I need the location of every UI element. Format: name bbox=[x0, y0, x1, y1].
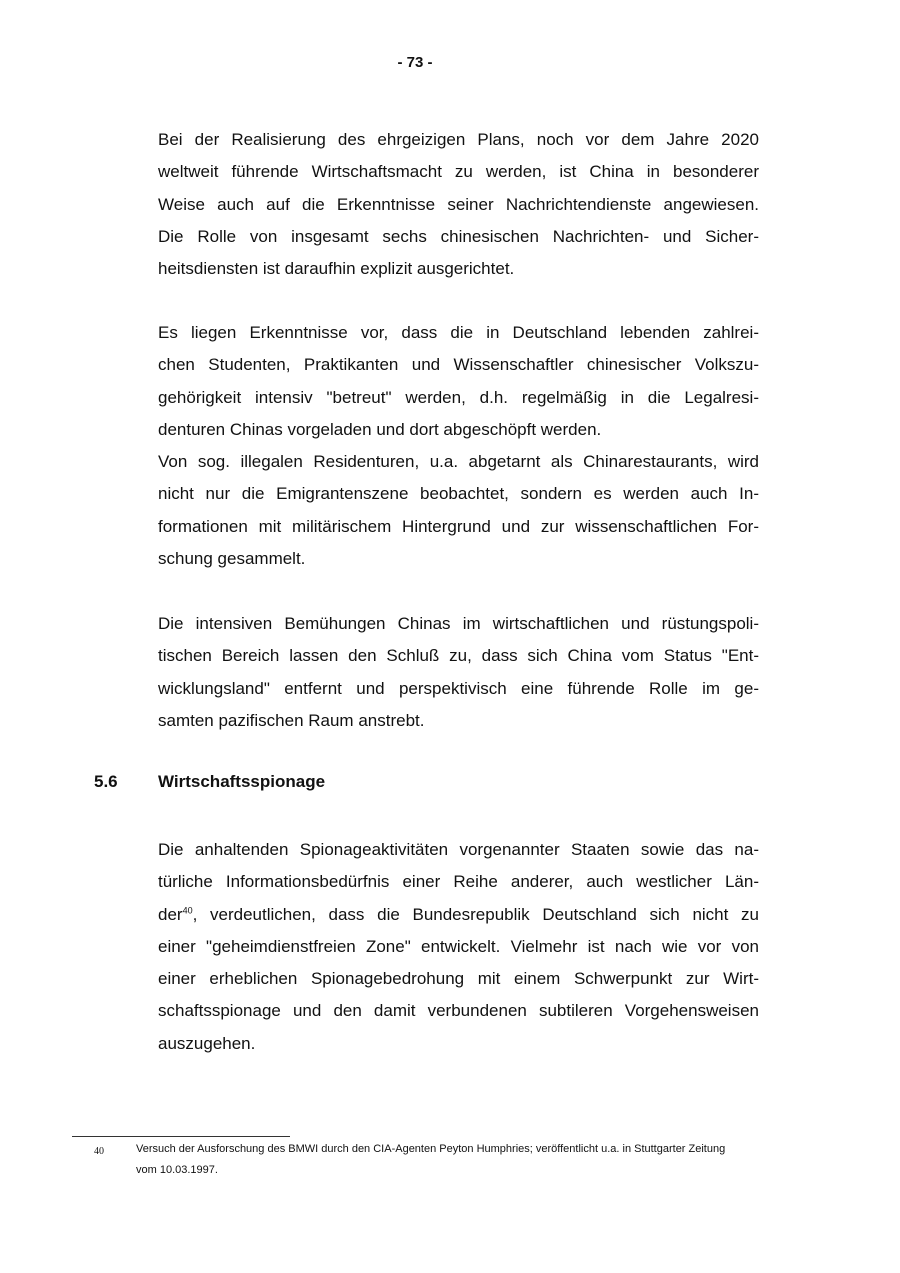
text-line: Es liegen Erkenntnisse vor, dass die in Deutschland lebenden zahlrei- bbox=[158, 323, 759, 342]
footnote-separator bbox=[72, 1136, 290, 1137]
paragraph-students-residenturen bbox=[158, 317, 759, 575]
text-line: einer "geheimdienstfreien Zone" entwickelt. Vielmehr ist nach wie vor von bbox=[158, 936, 759, 956]
section-heading bbox=[94, 772, 325, 792]
text-line: denturen Chinas vorgeladen und dort abgeschöpft werden. bbox=[158, 419, 602, 439]
footnote-text bbox=[136, 1139, 776, 1181]
footnote-reference[interactable]: 40 bbox=[182, 904, 193, 915]
text-line: chen Studenten, Praktikanten und Wissenschaftler chinesischer Volkszu- bbox=[158, 355, 759, 375]
paragraph-pacific-ambition bbox=[158, 608, 759, 737]
text-fragment: der bbox=[158, 904, 183, 924]
text-line: einer erheblichen Spionagebedrohung mit einem Schwerpunkt zur Wirt- bbox=[158, 969, 759, 989]
text-line: samten pazifischen Raum anstrebt. bbox=[158, 710, 425, 730]
text-line bbox=[158, 899, 759, 931]
section-title: Wirtschaftsspionage bbox=[158, 772, 326, 791]
text-line: auszugehen. bbox=[158, 1033, 256, 1053]
text-line: Weise auch auf die Erkenntnisse seiner Nachrichtendienste angewiesen. bbox=[158, 194, 759, 214]
text-line: formationen mit militärischem Hintergrund und zur wissenschaftlichen For- bbox=[158, 516, 759, 536]
text-line: heitsdiensten ist daraufhin explizit ausgerichtet. bbox=[158, 259, 515, 279]
text-line: nicht nur die Emigrantenszene beobachtet, sondern es werden auch In- bbox=[158, 484, 759, 504]
text-line: Die anhaltenden Spionageaktivitäten vorgenannter Staaten sowie das na- bbox=[158, 840, 759, 859]
footnote-line: Versuch der Ausforschung des BMWI durch den CIA-Agenten Peyton Humphries; veröffentlicht u.a. in Stuttgarter Zeitung bbox=[136, 1143, 726, 1155]
text-line: wicklungsland" entfernt und perspektivisch eine führende Rolle im ge- bbox=[158, 678, 759, 698]
text-line: Von sog. illegalen Residenturen, u.a. abgetarnt als Chinarestaurants, wird bbox=[158, 452, 759, 472]
text-line: Die intensiven Bemühungen Chinas im wirtschaftlichen und rüstungspoli- bbox=[158, 614, 759, 633]
text-line: Bei der Realisierung des ehrgeizigen Plans, noch vor dem Jahre 2020 bbox=[158, 130, 759, 149]
footnote-line: vom 10.03.1997. bbox=[136, 1164, 218, 1176]
text-fragment: , verdeutlichen, dass die Bundesrepublik Deutschland sich nicht zu bbox=[192, 904, 759, 924]
text-line: tischen Bereich lassen den Schluß zu, dass sich China vom Status "Ent- bbox=[158, 646, 759, 666]
text-line: Die Rolle von insgesamt sechs chinesischen Nachrichten- und Sicher- bbox=[158, 226, 759, 246]
section-number: 5.6 bbox=[94, 772, 118, 791]
text-line: türliche Informationsbedürfnis einer Reihe anderer, auch westlicher Län- bbox=[158, 872, 759, 892]
page-number: - 73 - bbox=[397, 54, 433, 71]
text-line: schung gesammelt. bbox=[158, 549, 306, 569]
paragraph-economic-espionage bbox=[158, 834, 759, 1060]
text-line: gehörigkeit intensiv "betreut" werden, d.h. regelmäßig in die Legalresi- bbox=[158, 387, 759, 407]
paragraph-national-strategy bbox=[158, 124, 759, 285]
footnote-marker: 40 bbox=[94, 1146, 104, 1157]
text-line: weltweit führende Wirtschaftsmacht zu werden, ist China in besonderer bbox=[158, 162, 759, 182]
text-line: schaftsspionage und den damit verbundenen subtileren Vorgehensweisen bbox=[158, 1001, 759, 1021]
